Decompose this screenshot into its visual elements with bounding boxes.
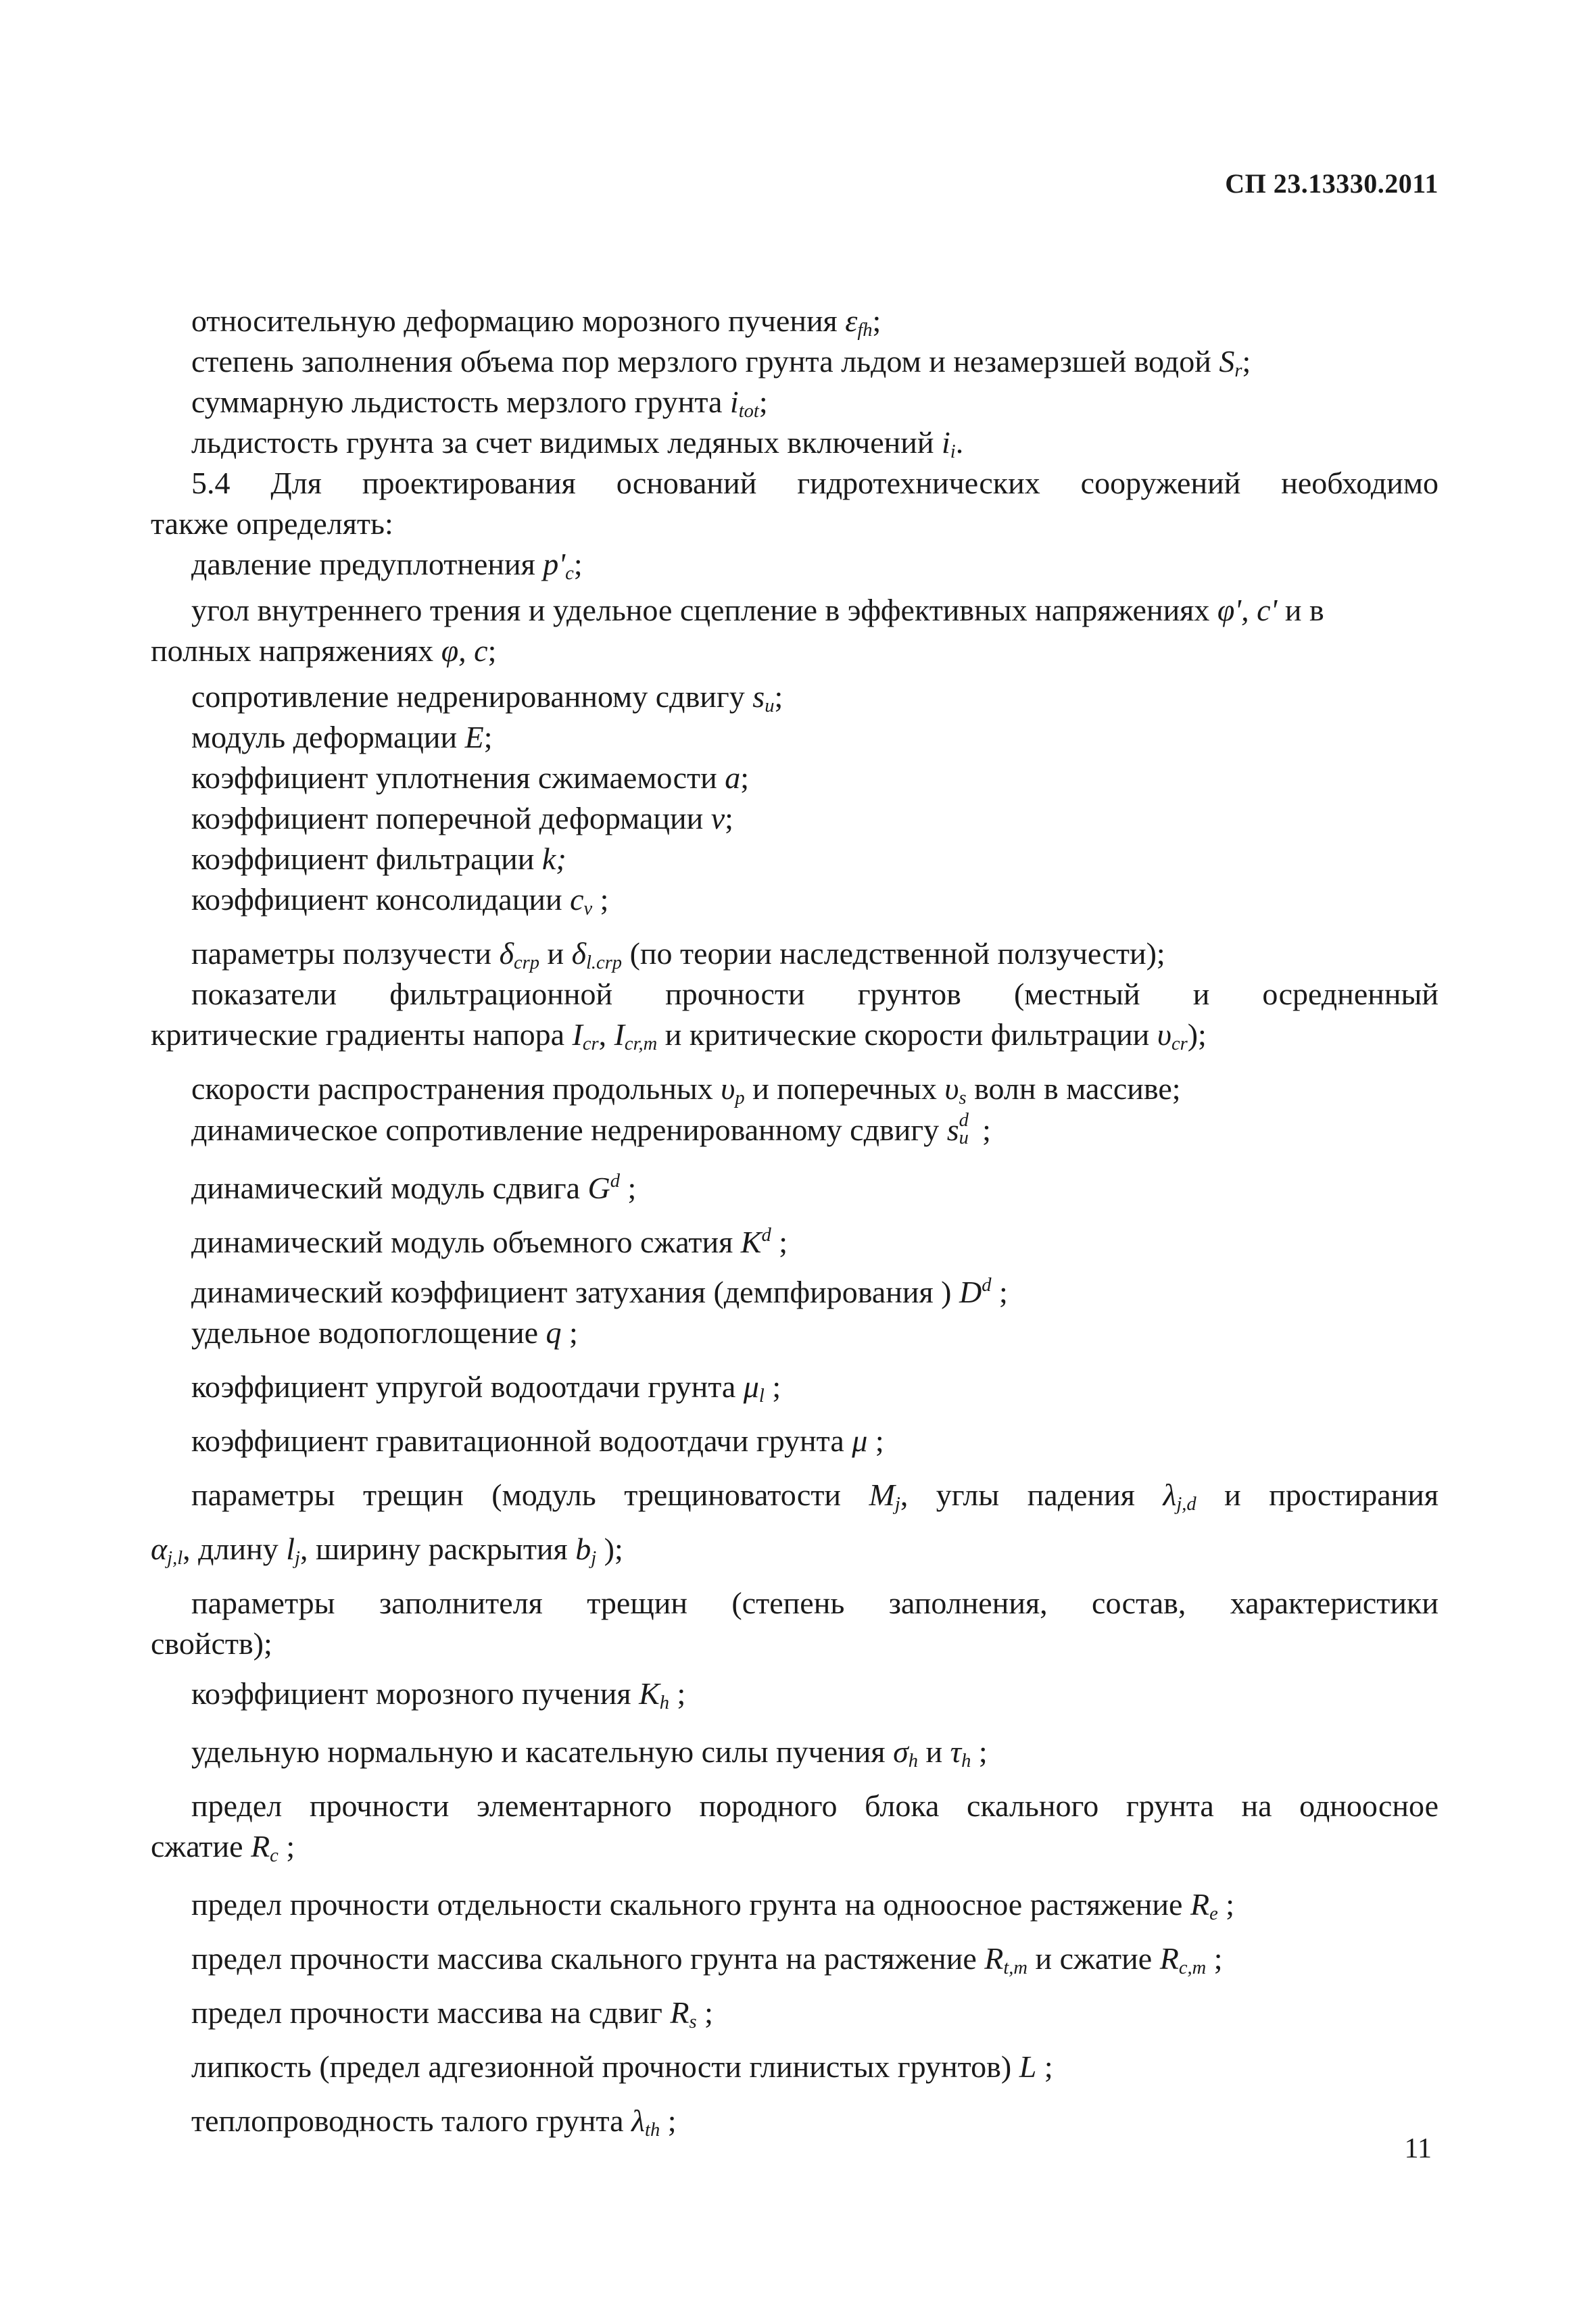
text-line: предел прочности массива скального грунта на растяжение $R_{t,m}$ и сжатие $R_{c,m}$ ;	[191, 1941, 1223, 1979]
page-number: 11	[1404, 2133, 1432, 2164]
text-line: суммарную льдистость мерзлого грунта $i_{tot}$;	[191, 385, 768, 422]
text-line: относительную деформацию морозного пучения $\varepsilon_{fh}$;	[191, 303, 881, 341]
text-line: также определять:	[151, 506, 393, 541]
text-line: скорости распространения продольных $\upsilon_p$ и поперечных $\upsilon_s$ волн в массиве;	[191, 1071, 1181, 1109]
text-line: коэффициент упругой водоотдачи грунта $\mu_l$ ;	[191, 1369, 781, 1407]
text-line: степень заполнения объема пор мерзлого грунта льдом и незамерзшей водой $S_r$;	[191, 344, 1251, 382]
text-line: параметры заполнителя трещин (степень заполнения, состав, характеристики	[191, 1586, 1438, 1620]
text-line: показатели фильтрационной прочности грунтов (местный и осредненный	[191, 977, 1438, 1011]
text-line: сопротивление недренированному сдвигу $s_u$;	[191, 679, 783, 717]
text-line: давление предуплотнения $p'_c$;	[191, 547, 583, 585]
text-line: удельное водопоглощение q ;	[191, 1315, 578, 1350]
text-line: динамический коэффициент затухания (демпфирования ) $D^d$ ;	[191, 1274, 1008, 1309]
text-line: удельную нормальную и касательную силы пучения $\sigma_h$ и $\tau_h$ ;	[191, 1734, 988, 1772]
text-line: угол внутреннего трения и удельное сцепление в эффективных напряжениях φ', c' и в	[191, 593, 1324, 627]
text-line: свойств);	[151, 1626, 272, 1661]
document-body	[151, 301, 1438, 2141]
document-code-header: СП 23.13330.2011	[1225, 168, 1438, 199]
text-line: критические градиенты напора $I_{cr}$, $I_{cr,m}$ и критические скорости фильтрации $\upsilon_{cr}$);	[151, 1017, 1207, 1055]
text-line: полных напряжениях φ, c;	[151, 633, 497, 668]
text-line: модуль деформации E;	[191, 720, 493, 754]
text-line: коэффициент поперечной деформации v;	[191, 801, 733, 835]
text-line: теплопроводность талого грунта $\lambda_{th}$ ;	[191, 2103, 677, 2141]
text-line: параметры ползучести $\delta_{crp}$ и $\delta_{l.crp}$ (по теории наследственной ползучести);	[191, 936, 1165, 974]
text-line: динамическое сопротивление недренированному сдвигу s d u ;	[191, 1110, 991, 1148]
text-line: динамический модуль объемного сжатия $K^d$ ;	[191, 1224, 788, 1259]
text-line: коэффициент консолидации $c_v$ ;	[191, 882, 609, 920]
text-line: коэффициент гравитационной водоотдачи грунта μ ;	[191, 1423, 884, 1458]
text-line: предел прочности элементарного породного блока скального грунта на одноосное	[191, 1788, 1438, 1823]
text-line: динамический модуль сдвига $G^d$ ;	[191, 1170, 637, 1205]
text-line: коэффициент уплотнения сжимаемости a;	[191, 760, 749, 795]
text-line: предел прочности отдельности скального грунта на одноосное растяжение $R_e$ ;	[191, 1887, 1235, 1925]
text-line: $\alpha_{j,l}$, длину $l_j$, ширину раскрытия $b_j$ );	[151, 1532, 623, 1569]
text-line: коэффициент морозного пучения $K_h$ ;	[191, 1676, 686, 1714]
section-5-4-intro: 5.4 Для проектирования оснований гидротехнических сооружений необходимо	[191, 466, 1438, 500]
text-line: липкость (предел адгезионной прочности глинистых грунтов) L ;	[191, 2049, 1053, 2084]
text-line: параметры трещин (модуль трещиноватости $M_j$, углы падения $\lambda_{j,d}$ и простирания	[191, 1478, 1439, 1515]
text-line: коэффициент фильтрации k;	[191, 842, 566, 876]
text-line: сжатие $R_c$ ;	[151, 1829, 295, 1867]
text-line: предел прочности массива на сдвиг $R_s$ ;	[191, 1995, 713, 2033]
text-line: льдистость грунта за счет видимых ледяных включений $i_i$.	[191, 425, 964, 463]
